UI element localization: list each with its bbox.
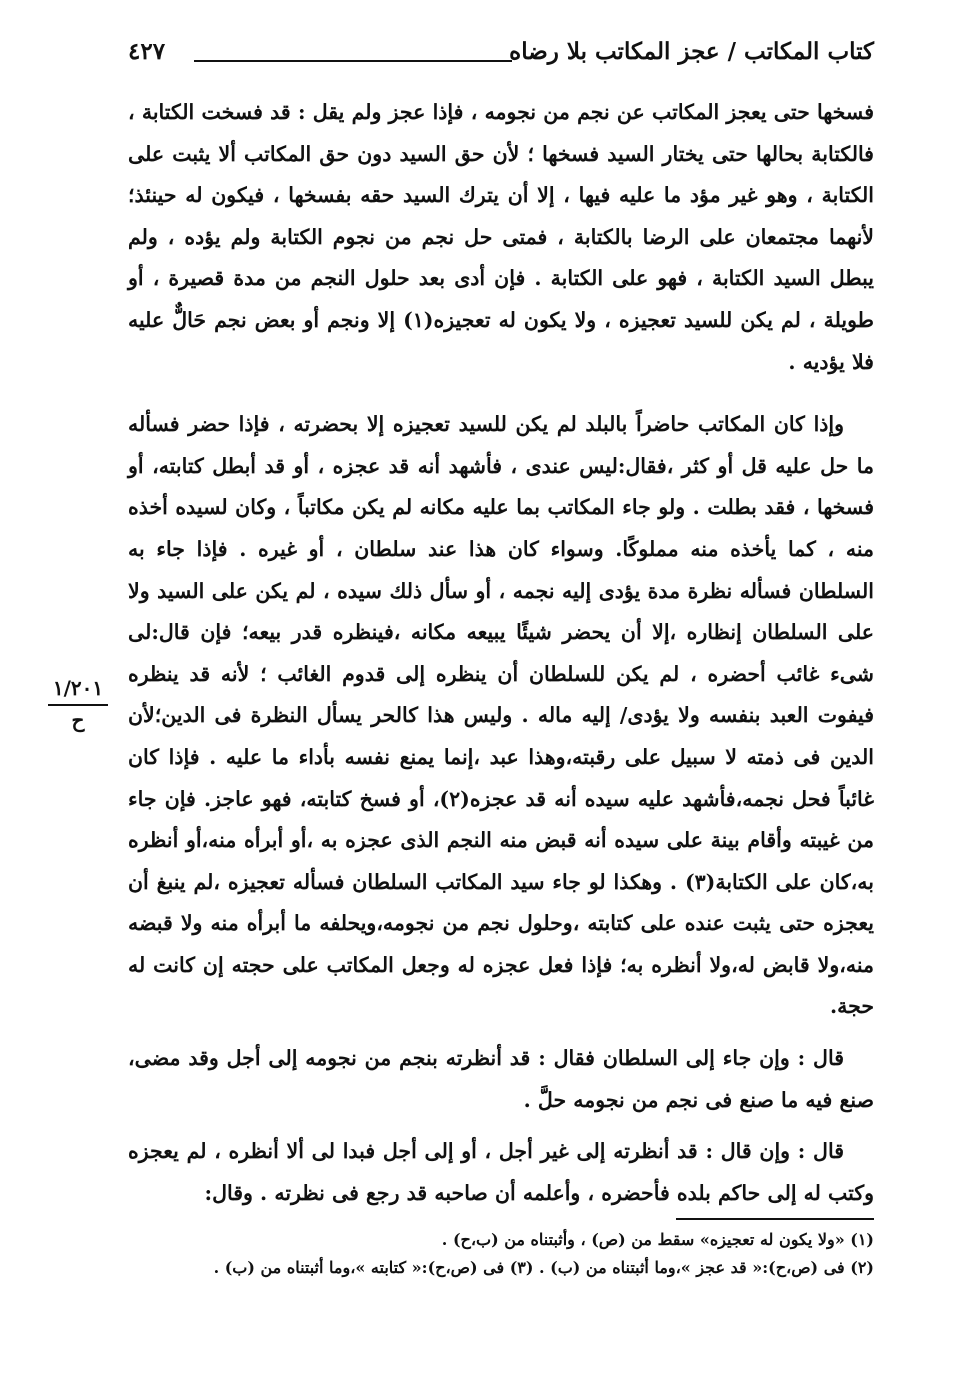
main-text bbox=[128, 92, 874, 1214]
footnote: (٢) فى (ص،ح):« قد عجز »،وما أثبتناه من (ب) . (٣) فى (ص،ح):« كتابته »،وما أثبتناه من (ب) . bbox=[213, 1258, 874, 1277]
paragraph: وإذا كان المكاتب حاضراً بالبلد لم يكن للسيد تعجيزه إلا بحضرته ، فإذا حضر فسأله ما حل عليه قل أو كثر ،فقال:ليس عندى ، فأشهد أنه قد عجزه ، أو قد أبطل كتابته، أو فسخها ، فقد بطلت . ولو جاء المكاتب بما عليه مكانه لم يكن مكاتباً ، وكان لسيده أخذه منه ، كما يأخذه منه مملوكًا. وسواء كان هذا عند سلطان ، أو غيره . فإذا جاء به السلطان فسأله نظرة مدة يؤدى إليه نجمه ، أو سأل ذلك سيده ، لم يكن على السيد ولا على السلطان إنظاره ،إلا أن يحضر شيئًا يبيعه مكانه ،فينظره قدر بيعه؛ فإن قال:لى شىء غائب أحضره ، لم يكن للسلطان أن ينظره إلى قدوم الغائب ؛ لأنه قد ينظره فيفوت العبد بنفسه ولا يؤدى/ إليه ماله . وليس هذا كالحر يسأل النظرة فى الدين؛لأن الدين فى ذمته لا سبيل على رقبته،وهذا عبد ،إنما يمنع نفسه بأداء ما عليه . فإذا كان غائباً فحل نجمه،فأشهد عليه سيده أنه قد عجزه(٢)، أو فسخ كتابته، فهو عاجز. فإن جاء من غيبته وأقام بينة على سيده أنه قبض منه النجم الذى عجزه به ،أو أبرأه منه،أو أنظره به،كان على الكتابة(٣) . وهكذا لو جاء سيد المكاتب السلطان فسأله تعجيزه ،لم ينبغ أن يعجزه حتى يثبت عنده على كتابته ،وحلول نجم من نجومه،ويحلفه ما أبرأه منه ولا قبضه منه،ولا قابض له،ولا أنظره به؛ فإذا فعل عجزه له وجعل المكاتب على حجته إن كانت له حجة. bbox=[128, 412, 874, 1019]
margin-reference-letter: ح bbox=[71, 708, 85, 732]
footnote: (١) «ولا يكون له تعجيزه» سقط من (ص) ، وأثبتناه من (ب،ح) . bbox=[441, 1230, 874, 1249]
footnotes bbox=[128, 1226, 874, 1282]
margin-reference bbox=[48, 676, 108, 732]
margin-reference-number: ١/٢٠١ bbox=[48, 676, 108, 706]
paragraph: فسخها حتى يعجز المكاتب عن نجم من نجومه ، فإذا عجز ولم يقل : قد فسخت الكتابة ، فالكتابة بحالها حتى يختار السيد فسخها ؛ لأن حق السيد دون حق المكاتب ألا يثبت على الكتابة ، وهو غير مؤد ما عليه فيها ، إلا أن يترك السيد حقه بفسخها ، فيكون له حينئذ؛ لأنهما مجتمعان على الرضا بالكتابة ، فمتى حل نجم من نجوم الكتابة ولم يؤده ، ولم يبطل السيد الكتابة ، فهو على الكتابة . فإن أدى بعد حلول النجم من مدة قصيرة ، أو طويلة ، لم يكن للسيد تعجيزه ، ولا يكون له تعجيزه(١) إلا ونجم أو بعض نجم حَالٌّ عليه فلا يؤديه . bbox=[128, 100, 874, 374]
paragraph: قال : وإن قال : قد أنظرته إلى غير أجل ، أو إلى أجل فبدا لى ألا أنظره ، لم يعجزه وكتب له إلى حاكم بلده فأحضره ، وأعلمه أن صاحبه قد رجع فى نظرته . وقال: bbox=[128, 1139, 874, 1205]
header-rule bbox=[194, 60, 512, 62]
paragraph: قال : وإن جاء إلى السلطان فقال : قد أنظرته بنجم من نجومه إلى أجل وقد مضى، صنع فيه ما صنع فى نجم من نجومه حلَّ . bbox=[128, 1046, 874, 1112]
page-header bbox=[128, 38, 874, 78]
running-title: كتاب المكاتب / عجز المكاتب بلا رضاه bbox=[509, 38, 874, 65]
page-number: ٤٢٧ bbox=[128, 38, 166, 65]
footnote-rule bbox=[676, 1218, 874, 1220]
